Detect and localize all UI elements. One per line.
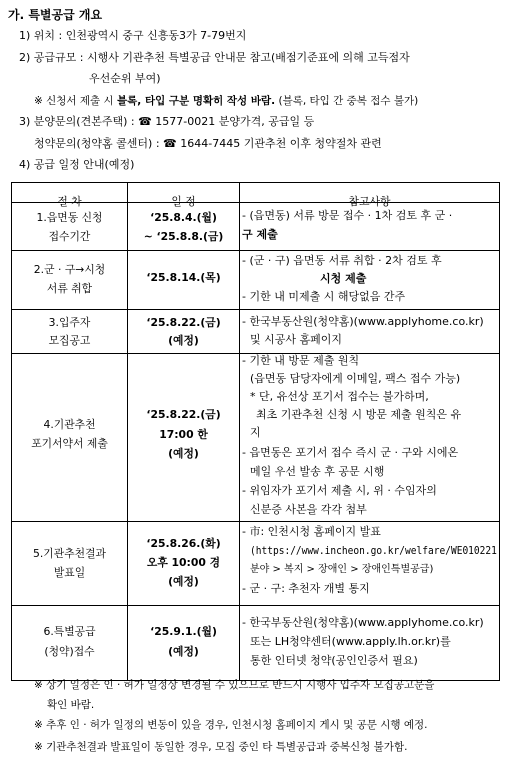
step-cell xyxy=(12,251,128,310)
table-row xyxy=(12,310,500,354)
cell-text-line: 5.기관추천결과 xyxy=(32,547,106,560)
cell-text-line: - 한국부동산원(청약홈)(www.applyhome.co.kr) xyxy=(242,315,484,328)
section-heading: 가. 특별공급 개요 xyxy=(8,8,103,22)
cell-text-line: - 기한 내 미제출 시 해당없음 간주 xyxy=(242,290,406,303)
cell-text-line: * 단, 유선상 포기서 접수는 불가하며, xyxy=(250,390,429,403)
date-cell xyxy=(128,251,240,310)
cell-text-line: 통한 인터넷 청약(공인인증서 필요) xyxy=(250,654,418,667)
cell-text-line: - (군 · 구) 읍면동 서류 취합 · 2차 검토 후 xyxy=(242,254,442,267)
cell-text-line: 메일 우선 발송 후 공문 시행 xyxy=(250,465,385,478)
table-row xyxy=(12,251,500,310)
cell-text-line: 발표일 xyxy=(53,566,86,579)
date-cell xyxy=(128,310,240,354)
cell-text-line: ‘25.8.26.(화) xyxy=(146,537,221,550)
cell-text-line: ‘25.8.22.(금) xyxy=(146,316,221,329)
item-schedule: 4) 공급 일정 안내(예정) xyxy=(19,158,135,171)
cell-text-line: (예정) xyxy=(168,575,199,588)
cell-text-line: 오후 10:00 경 xyxy=(146,556,221,569)
cell-text-line: - 읍면동은 포기서 접수 즉시 군 · 구와 시에온 xyxy=(242,446,459,459)
cell-text-line: - 한국부동산원(청약홈)(www.applyhome.co.kr) xyxy=(242,616,484,629)
table-row xyxy=(12,203,500,251)
notes-cell xyxy=(240,310,500,354)
cell-text-line: 모집공고 xyxy=(48,334,91,347)
date-cell xyxy=(128,203,240,251)
table-row xyxy=(12,522,500,606)
cell-text-line: - 군 · 구: 추천자 개별 통지 xyxy=(242,582,370,595)
cell-text-line: 및 시공사 홈페이지 xyxy=(250,333,343,346)
date-cell xyxy=(128,354,240,522)
cell-text-line: ‘25.8.4.(월) xyxy=(150,211,217,224)
cell-text-line: 서류 취합 xyxy=(46,282,93,295)
step-cell xyxy=(12,522,128,606)
step-cell xyxy=(12,203,128,251)
date-cell xyxy=(128,522,240,606)
cell-text-line: ‘25.8.14.(목) xyxy=(146,271,221,284)
cell-text-line: 접수기간 xyxy=(48,230,91,243)
header-step xyxy=(12,183,128,208)
item-supply-scale-cont: 우선순위 부여) xyxy=(89,72,161,85)
note-bold: 블록, 타입 구분 명확히 작성 바람. xyxy=(117,95,276,107)
note-suffix: (블록, 타입 간 중복 접수 불가) xyxy=(275,95,419,107)
cell-text-line: - 기한 내 방문 제출 원칙 xyxy=(242,354,360,367)
cell-text-line: 포기서약서 제출 xyxy=(31,437,108,450)
cell-text-line: 지 xyxy=(250,426,261,439)
footnote-1-cont: 확인 바람. xyxy=(47,699,95,711)
schedule-table xyxy=(11,182,500,681)
cell-text-line: ‘25.8.22.(금) xyxy=(146,408,221,421)
step-cell xyxy=(12,310,128,354)
cell-text-line: - 위임자가 포기서 제출 시, 위 · 수임자의 xyxy=(242,484,437,497)
notes-cell xyxy=(240,251,500,310)
notes-cell xyxy=(240,606,500,681)
header-notes xyxy=(240,183,500,208)
footnote-3: ※ 기관추천결과 발표일이 동일한 경우, 모집 중인 타 특별공급과 중복신청 불가함. xyxy=(34,741,408,753)
cell-text-line: 1.읍면동 신청 xyxy=(36,211,103,224)
date-cell xyxy=(128,606,240,681)
cell-text-line: 시청 제출 xyxy=(320,272,367,285)
cell-text-line: 6.특별공급 xyxy=(43,625,96,638)
cell-text-line: 4.기관추천 xyxy=(43,418,96,431)
step-cell xyxy=(12,354,128,522)
notes-cell xyxy=(240,354,500,522)
cell-text-line: 분야 > 복지 > 장애인 > 장애인특별공급) xyxy=(250,564,434,575)
cell-text-line: 절 차 xyxy=(57,194,82,208)
cell-text-line: 구 제출 xyxy=(242,228,278,241)
note-block-type xyxy=(34,94,418,108)
cell-text-line: 신분증 사본을 각각 첨부 xyxy=(250,503,367,516)
note-prefix: ※ 신청서 제출 시 xyxy=(34,95,118,107)
cell-text-line: - (읍면동) 서류 방문 접수 · 1차 검토 후 군 · xyxy=(242,209,453,222)
cell-text-line: ‘25.9.1.(월) xyxy=(150,625,217,638)
cell-text-line: ~ ‘25.8.8.(금) xyxy=(143,230,224,243)
cell-text-line: (예정) xyxy=(168,334,199,347)
cell-text-line: - 市: 인천시청 홈페이지 발표 xyxy=(242,525,381,538)
cell-text-line: (예정) xyxy=(168,645,199,658)
step-cell xyxy=(12,606,128,681)
cell-text-line: (예정) xyxy=(168,447,199,460)
item-supply-scale: 2) 공급규모 : 시행사 기관추천 특별공급 안내문 참고(배점기준표에 의해 고득점자 xyxy=(19,51,410,64)
table-row xyxy=(12,606,500,681)
item-subscription-inquiry: 청약문의(청약홈 콜센터) : ☎ 1644-7445 기관추천 이후 청약절차 관련 xyxy=(34,137,382,150)
item-location: 1) 위치 : 인천광역시 중구 신흥동3가 7-79번지 xyxy=(19,29,247,42)
cell-text-line: (청약)접수 xyxy=(44,645,95,658)
cell-text-line: 또는 LH청약센터(www.apply.lh.or.kr)를 xyxy=(250,635,451,648)
footnote-2: ※ 추후 인 · 허가 일정의 변동이 있을 경우, 인천시청 홈페이지 게시 및 공문 시행 예정. xyxy=(34,719,428,731)
notes-cell xyxy=(240,203,500,251)
item-sales-inquiry: 3) 분양문의(견본주택) : ☎ 1577-0021 분양가격, 공급일 등 xyxy=(19,115,315,128)
table-row xyxy=(12,354,500,522)
cell-text-line: (읍면동 담당자에게 이메일, 팩스 접수 가능) xyxy=(250,372,461,385)
notes-cell xyxy=(240,522,500,606)
header-date xyxy=(128,183,240,208)
cell-text-line: 최초 기관추천 신청 시 방문 제출 원칙은 유 xyxy=(256,408,462,421)
cell-text-line: 3.입주자 xyxy=(48,316,91,329)
cell-text-line: 2.군 · 구→시청 xyxy=(33,263,106,276)
cell-text-line: (https://www.incheon.go.kr/welfare/WE010221 xyxy=(250,544,497,557)
footnote-1: ※ 상기 일정은 인 · 허가 일정상 변경될 수 있으므로 반드시 시행사 입주자 모집공고문을 xyxy=(34,679,435,691)
cell-text-line: 17:00 한 xyxy=(159,428,208,441)
cell-text-line: 참고사항 xyxy=(348,194,391,208)
cell-text-line: 일 정 xyxy=(171,194,196,208)
